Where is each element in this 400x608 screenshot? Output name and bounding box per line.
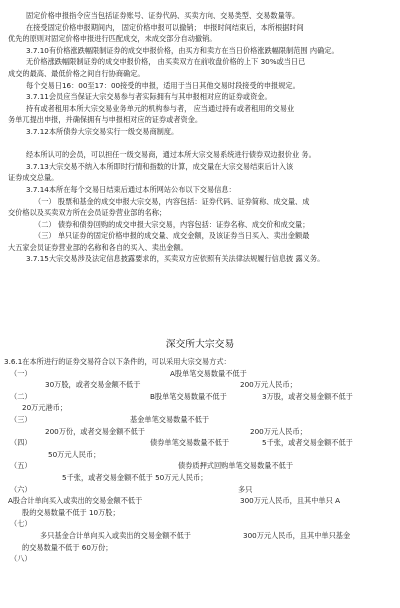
item-label: （一） <box>10 368 32 378</box>
list-item <box>0 507 400 519</box>
item-text: 200万元人民币； <box>250 426 307 436</box>
item-text: 债券质押式回购单笔交易数量不低于 <box>178 461 294 471</box>
paragraph-line: （二） 债券和债券回购的成交申报大宗交易，内容包括：证券名称、成交价和成交量； <box>34 219 310 229</box>
item-text: 300万元人民币，且其中单只基金 <box>243 530 351 540</box>
list-item <box>0 414 400 426</box>
item-text: 基金单笔交易数量不低于 <box>130 414 210 424</box>
paragraph-line: 经本所认可的会员，可以担任一级交易商，通过本所大宗交易系统进行债券双边报价业 务。 <box>26 150 316 160</box>
section2-body <box>0 356 400 565</box>
item-text: 多只基金合计单向买入或卖出的交易金额不低于 <box>40 530 191 540</box>
item-text: 多只 <box>238 484 253 494</box>
list-item <box>0 426 400 438</box>
list-item <box>0 518 400 530</box>
paragraph-line: 优先的原则对固定价格申报进行匹配成交，未成交部分自动撤销。 <box>8 34 217 44</box>
item-label: （三） <box>10 414 32 424</box>
paragraph-line: 3.7.15大宗交易涉及法定信息披露要求的，买卖双方应依照有关法律法规履行信息披 露义务。 <box>26 254 325 264</box>
item-text: 200万份，或者交易金额不低于 <box>45 426 145 436</box>
paragraph-line: 3.7.12本所债券大宗交易实行一级交易商制度。 <box>26 126 179 136</box>
paragraph-line: （一） 股票和基金的成交申报大宗交易，内容包括：证券代码、证券简称、成交量、成 <box>34 196 310 206</box>
item-label: （八） <box>10 554 32 564</box>
list-item <box>0 553 400 565</box>
paragraph-line: 交价格以及买卖双方所在会员证券营业部的名称； <box>8 208 167 218</box>
item-text: 50万元人民币； <box>48 449 101 459</box>
item-text: 5千张，或者交易金额不低于 50万元人民币； <box>62 472 208 482</box>
list-item <box>0 530 400 542</box>
item-label: （七） <box>10 519 32 529</box>
list-item <box>0 484 400 496</box>
item-text: 债券单笔交易数量不低于 <box>150 438 230 448</box>
list-item <box>0 368 400 380</box>
paragraph-line: 在接受固定价格申报期间内， 固定价格申报可以撤销； 申报时间结束后，本所根据时间 <box>26 22 304 32</box>
list-item <box>0 495 400 507</box>
item-text: 200万元人民币； <box>240 380 297 390</box>
paragraph-line: 证券成交总量。 <box>8 173 59 183</box>
section2-title: 深交所大宗交易 <box>165 339 235 350</box>
item-text: B股单笔交易数量不低于 <box>150 391 227 401</box>
item-text: 股的交易数量不低于 10万股； <box>22 507 120 517</box>
item-text: 20万元港币； <box>22 403 68 413</box>
paragraph-line: 固定价格申报指令应当包括证券账号、证券代码、买卖方向、交易类型、交易数量等。 <box>26 11 300 20</box>
list-item <box>0 542 400 554</box>
list-item <box>0 472 400 484</box>
paragraph-line: 每个交易日16：00至17：00接受的申报，适用于当日其他交易时段接受的申报规定。 <box>26 80 300 90</box>
paragraph-line: 成交的最高、最低价格之间自行协商确定。 <box>8 68 145 78</box>
item-text: A股合计单向买入或卖出的交易金额不低于 <box>8 496 143 506</box>
list-item <box>0 449 400 461</box>
section2-intro: 3.6.1在本所进行的证券交易符合以下条件的，可以采用大宗交易方式： <box>4 357 231 366</box>
paragraph-line: 无价格涨跌幅限制证券的成交申报价格， 由买卖双方在前收盘价格的上下 30%或当日已 <box>26 57 306 67</box>
item-text: 5千张，或者交易金额不低于 <box>262 438 353 448</box>
paragraph-line: 3.7.13大宗交易不纳入本所即时行情和指数的计算，成交量在大宗交易结束后计入该 <box>26 161 294 171</box>
item-text: 3万股，或者交易金额不低于 <box>262 391 353 401</box>
item-text: 30万股，或者交易金额不低于 <box>45 380 141 390</box>
paragraph-line: 3.7.14本所在每个交易日结束后通过本所网站公布以下交易信息： <box>26 184 236 194</box>
paragraph-line: 大五家会员证券营业部的名称和各自的买入、卖出金额。 <box>8 242 188 252</box>
paragraph-line: 务单兀提出申报，并确保拥有与申报相对应的证券或者资金。 <box>8 115 203 125</box>
item-text: 的交易数量不低于 60万份； <box>22 542 113 552</box>
item-text: A股单笔交易数量不低于 <box>170 368 247 378</box>
list-item <box>0 391 400 403</box>
section1-body <box>0 10 400 265</box>
item-label: （四） <box>10 438 32 448</box>
paragraph-line <box>0 138 400 150</box>
list-item <box>0 460 400 472</box>
list-item <box>0 402 400 414</box>
list-item <box>0 437 400 449</box>
list-item <box>0 379 400 391</box>
item-label: （五） <box>10 461 32 471</box>
paragraph-line: （三） 单只证券的固定价格申报的成交量、成交金额，及该证券当日买入、卖出金额最 <box>34 231 310 241</box>
paragraph-line: 持有或者租用本所大宗交易业务单元的机构参与者， 应当通过持有或者租用的交易业 <box>26 103 295 113</box>
item-label: （六） <box>10 484 32 494</box>
item-label: （二） <box>10 391 32 401</box>
paragraph-line: 3.7.11会员应当保证大宗交易参与者实际拥有与其申报相对应的证券或资金。 <box>26 92 272 102</box>
paragraph-line: 3.7.10有价格涨跌幅限制证券的成交申报价格，由买方和卖方在当日价格涨跌幅限制范围 内确定。 <box>26 45 339 55</box>
item-text: 300万元人民币，且其中单只 A <box>240 496 340 506</box>
